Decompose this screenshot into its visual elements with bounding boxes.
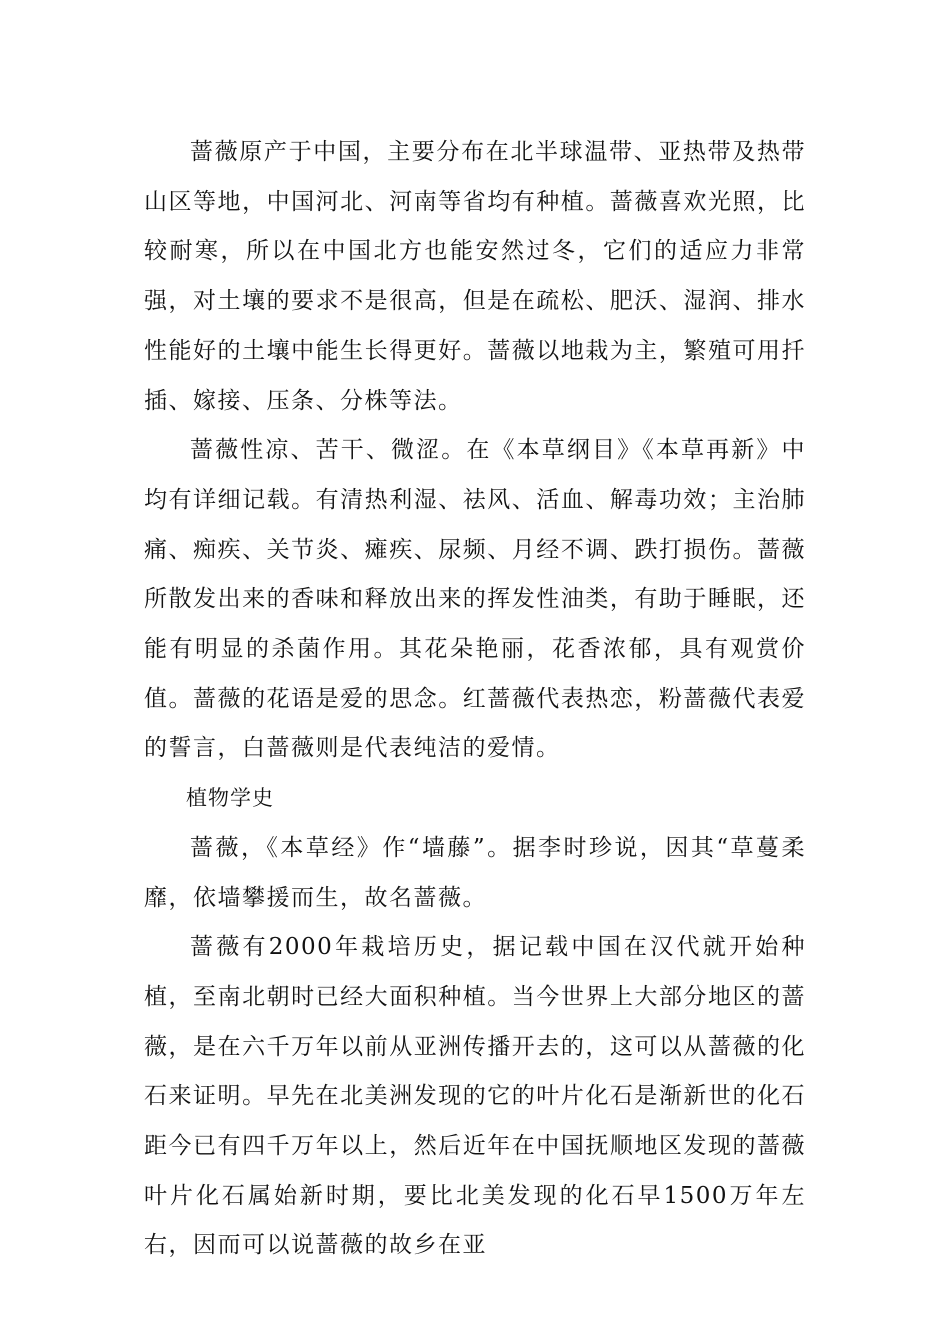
section-heading: 植物学史 [186,786,274,811]
paragraph-history: 蔷薇有2000年栽培历史，据记载中国在汉代就开始种植，至南北朝时已经大面积种植。当今世界上大部分地区的蔷薇，是在六千万年以前从亚洲传播开去的，这可以从蔷薇的化石来证明。早先在北美洲发现的它的叶片化石是渐新世的化石距今已有四千万年以上，然后近年在中国抚顺地区发现的蔷薇叶片化石属始新时期，要比北美发现的化石早1500万年左右，因而可以说蔷薇的故乡在亚 [144,934,806,1259]
document-body [144,128,806,1271]
paragraph-origin: 蔷薇原产于中国，主要分布在北半球温带、亚热带及热带山区等地，中国河北、河南等省均有种植。蔷薇喜欢光照，比较耐寒，所以在中国北方也能安然过冬，它们的适应力非常强，对土壤的要求不是很高，但是在疏松、肥沃、湿润、排水性能好的土壤中能生长得更好。蔷薇以地栽为主，繁殖可用扦插、嫁接、压条、分株等法。 [144,139,806,414]
paragraph-naming: 蔷薇，《本草经》作“墙藤”。据李时珍说，因其“草蔓柔靡，依墙攀援而生，故名蔷薇。 [144,834,806,911]
paragraph-properties: 蔷薇性凉、苦干、微涩。在《本草纲目》《本草再新》中均有详细记载。有清热利湿、祛风、活血、解毒功效；主治肺痛、痴疾、关节炎、瘫疾、尿频、月经不调、跌打损伤。蔷薇所散发出来的香味和释放出来的挥发性油类，有助于睡眠，还能有明显的杀菌作用。其花朵艳丽，花香浓郁，具有观赏价值。蔷薇的花语是爱的思念。红蔷薇代表热恋，粉蔷薇代表爱的誓言，白蔷薇则是代表纯洁的爱情。 [144,437,806,762]
